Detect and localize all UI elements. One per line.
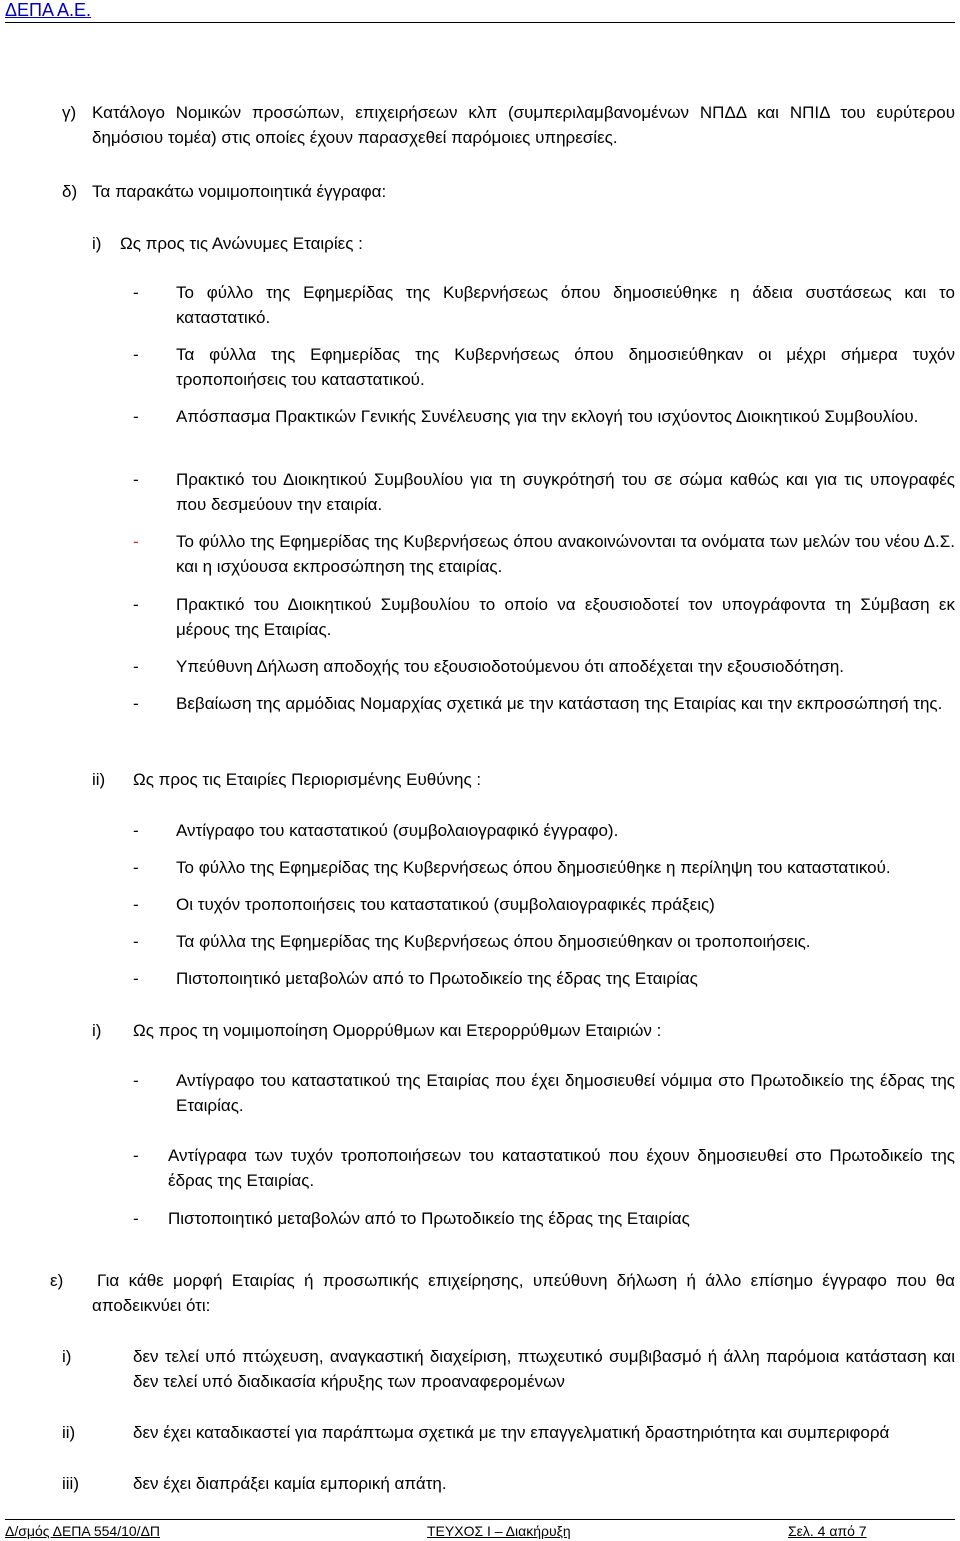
bullet-dash: - bbox=[133, 1146, 139, 1165]
item-delta-text: Τα παρακάτω νομιμοποιητικά έγγραφα: bbox=[92, 182, 387, 201]
subitem-label-oe-ee: i) bbox=[92, 1021, 102, 1040]
list-item: Τα φύλλα της Εφημερίδας της Κυβερνήσεως όπου δημοσιεύθηκαν οι τροποποιήσεις. bbox=[176, 932, 811, 951]
subitem-label-epe: ii) bbox=[92, 770, 106, 789]
footer-page-number: Σελ. 4 από 7 bbox=[788, 1523, 867, 1539]
bullet-dash: - bbox=[133, 694, 139, 713]
condition-label-iii: iii) bbox=[62, 1474, 79, 1493]
page-header bbox=[5, 0, 955, 23]
item-label-delta: δ) bbox=[62, 182, 78, 201]
header-org-name: ΔΕΠΑ Α.Ε. bbox=[5, 0, 92, 20]
page-footer bbox=[5, 1519, 955, 1541]
bullet-dash: - bbox=[133, 657, 139, 676]
bullet-dash: - bbox=[133, 595, 139, 614]
footer-volume: ΤΕΥΧΟΣ Ι – Διακήρυξη bbox=[427, 1523, 571, 1539]
list-item: Αντίγραφο του καταστατικού της Εταιρίας που έχει δημοσιευθεί νόμιμα στο Πρωτοδικείο της έδρας της Εταιρίας. bbox=[176, 1071, 955, 1115]
condition-label-ii: ii) bbox=[62, 1423, 76, 1442]
list-item: Αντίγραφα των τυχόν τροποποιήσεων του καταστατικού που έχουν δημοσιευθεί στο Πρωτοδικείο της έδρας της Εταιρίας. bbox=[168, 1146, 955, 1190]
bullet-dash: - bbox=[133, 932, 139, 951]
bullet-dash: - bbox=[133, 1071, 139, 1090]
item-label-epsilon: ε) bbox=[50, 1271, 64, 1290]
list-item: Αντίγραφο του καταστατικού (συμβολαιογραφικό έγγραφο). bbox=[176, 821, 619, 840]
condition-item: δεν έχει καταδικαστεί για παράπτωμα σχετικά με την επαγγελματική δραστηριότητα και συμπεριφορά bbox=[133, 1423, 890, 1442]
list-item: Πιστοποιητικό μεταβολών από το Πρωτοδικείο της έδρας της Εταιρίας bbox=[168, 1209, 690, 1228]
item-label-gamma: γ) bbox=[62, 103, 77, 122]
list-item: Βεβαίωση της αρμόδιας Νομαρχίας σχετικά με την κατάσταση της Εταιρίας και την εκπροσώπησή της. bbox=[176, 694, 943, 713]
bullet-dash: - bbox=[133, 969, 139, 988]
item-epsilon-text: Για κάθε μορφή Εταιρίας ή προσωπικής επιχείρησης, υπεύθυνη δήλωση ή άλλο επίσημο έγγραφο που θα αποδεικνύει ότι: bbox=[92, 1271, 955, 1315]
subitem-oe-ee-heading: Ως προς τη νομιμοποίηση Ομορρύθμων και Ετερορρύθμων Εταιριών : bbox=[133, 1021, 662, 1040]
bullet-dash: - bbox=[133, 283, 139, 302]
subitem-label-ae: i) bbox=[92, 234, 102, 253]
bullet-dash: - bbox=[133, 1209, 139, 1228]
condition-label-i: i) bbox=[62, 1347, 72, 1366]
bullet-dash: - bbox=[133, 821, 139, 840]
bullet-dash: - bbox=[133, 470, 139, 489]
footer-reference: Δ/σμός ΔΕΠΑ 554/10/ΔΠ bbox=[5, 1523, 161, 1539]
subitem-epe-heading: Ως προς τις Εταιρίες Περιορισμένης Ευθύνης : bbox=[133, 770, 482, 789]
list-item: Το φύλλο της Εφημερίδας της Κυβερνήσεως όπου δημοσιεύθηκε η άδεια συστάσεως και το καταστατικό. bbox=[176, 283, 955, 327]
item-gamma-text: Κατάλογο Νομικών προσώπων, επιχειρήσεων κλπ (συμπεριλαμβανομένων ΝΠΔΔ και ΝΠΙΔ του ευρύτερου δημόσιου τομέα) στις οποίες έχουν παρασχεθεί παρόμοιες υπηρεσίες. bbox=[92, 103, 955, 147]
list-item: Οι τυχόν τροποποιήσεις του καταστατικού (συμβολαιογραφικές πράξεις) bbox=[176, 895, 715, 914]
condition-item: δεν τελεί υπό πτώχευση, αναγκαστική διαχείριση, πτωχευτικό συμβιβασμό ή άλλη παρόμοια κατάσταση και δεν τελεί υπό διαδικασία κήρυξης των προαναφερομένων bbox=[133, 1347, 955, 1391]
condition-item: δεν έχει διαπράξει καμία εμπορική απάτη. bbox=[133, 1474, 447, 1493]
bullet-dash: - bbox=[133, 407, 139, 426]
bullet-dash: - bbox=[133, 345, 139, 364]
bullet-dash: - bbox=[133, 895, 139, 914]
list-item: Τα φύλλα της Εφημερίδας της Κυβερνήσεως όπου δημοσιεύθηκαν οι μέχρι σήμερα τυχόν τροποποιήσεις του καταστατικού. bbox=[176, 345, 955, 389]
list-item: Το φύλλο της Εφημερίδας της Κυβερνήσεως όπου δημοσιεύθηκε η περίληψη του καταστατικού. bbox=[176, 858, 891, 877]
list-item: Πιστοποιητικό μεταβολών από το Πρωτοδικείο της έδρας της Εταιρίας bbox=[176, 969, 698, 988]
list-item: Πρακτικό του Διοικητικού Συμβουλίου το οποίο να εξουσιοδοτεί τον υπογράφοντα τη Σύμβαση εκ μέρους της Εταιρίας. bbox=[176, 595, 955, 639]
list-item: Υπεύθυνη Δήλωση αποδοχής του εξουσιοδοτούμενου ότι αποδέχεται την εξουσιοδότηση. bbox=[176, 657, 845, 676]
bullet-dash-red: - bbox=[133, 532, 139, 551]
bullet-dash: - bbox=[133, 858, 139, 877]
list-item: Απόσπασμα Πρακτικών Γενικής Συνέλευσης για την εκλογή του ισχύοντος Διοικητικού Συμβουλίου. bbox=[176, 407, 919, 426]
list-item: Πρακτικό του Διοικητικού Συμβουλίου για τη συγκρότησή του σε σώμα καθώς και για τις υπογραφές που δεσμεύουν την εταιρία. bbox=[176, 470, 955, 514]
subitem-ae-heading: Ως προς τις Ανώνυμες Εταιρίες : bbox=[120, 234, 363, 253]
list-item: Το φύλλο της Εφημερίδας της Κυβερνήσεως όπου ανακοινώνονται τα ονόματα των μελών του νέου Δ.Σ. και η ισχύουσα εκπροσώπηση της εταιρίας. bbox=[176, 532, 955, 576]
